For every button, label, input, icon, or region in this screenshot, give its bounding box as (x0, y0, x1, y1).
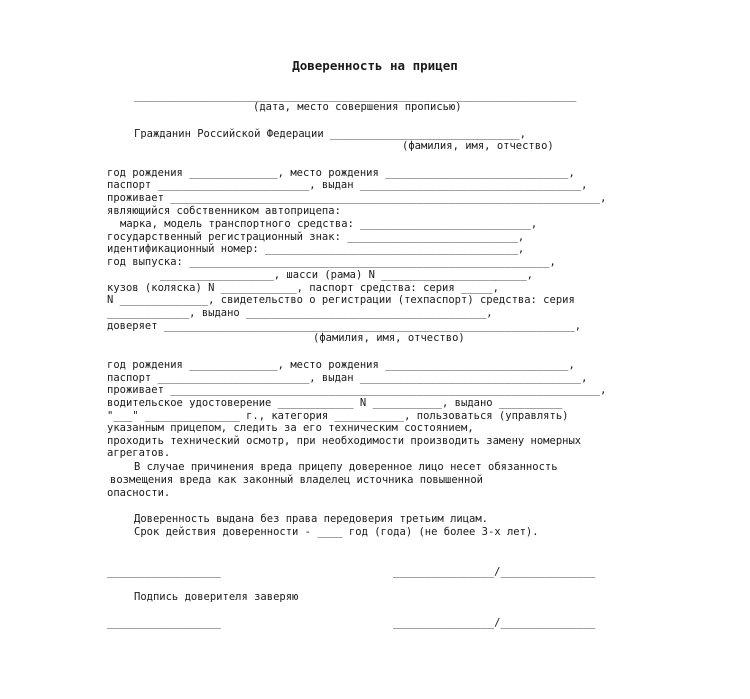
registration-sign-line: государственный регистрационный знак: ___________________________, (107, 231, 525, 243)
year-line: год выпуска: _________________________________________________________, (107, 256, 556, 268)
owner-line: являющийся собственником автоприцепа: (107, 205, 341, 217)
duties-line-2: проходить технический осмотр, при необходимости производить замену номерных (107, 435, 582, 447)
signature-blank-right-2: ________________/_______________ (393, 617, 596, 629)
date-place-line: ______________________________________________________________________ (134, 90, 577, 102)
certify-signature-line: Подпись доверителя заверяю (134, 591, 299, 603)
document-title: Доверенность на прицеп (292, 58, 458, 73)
signature-blank-left-1: __________________ (107, 566, 221, 578)
passport-line-1: паспорт ________________________, выдан ___________________________________, (107, 179, 588, 191)
no-redelegation-line: Доверенность выдана без права передоверия третьим лицам. (134, 513, 489, 525)
birth-line-1: год рождения ______________, место рождения _____________________________, (107, 167, 575, 179)
vehicle-model-line: марка, модель транспортного средства: ___________________________, (120, 218, 538, 230)
duties-line-1: указанным прицепом, следить за его техническим состоянием, (107, 422, 474, 434)
fio-caption-1: (фамилия, имя, отчество) (402, 140, 554, 152)
liability-line-1: В случае причинения вреда прицепу доверенное лицо несет обязанность (134, 461, 558, 473)
fio-caption-2: (фамилия, имя, отчество) (313, 332, 465, 344)
residence-line-1: проживает ____________________________________________________________________, (107, 192, 607, 204)
license-line: водительское удостоверение ____________ N ___________, выдано __________ (107, 397, 563, 409)
trust-line: доверяет _________________________________________________________________, (107, 320, 582, 332)
vin-line: идентификационный номер: ________________________________________, (107, 243, 525, 255)
signature-blank-right-1: ________________/_______________ (393, 566, 596, 578)
chassis-line: __________________, шасси (рама) N _______________________, (160, 269, 533, 281)
body-line: кузов (коляска) N ____________, паспорт средства: серия _____, (107, 282, 499, 294)
license-date-line: "___" _______________ г., категория ___________, пользоваться (управлять) (107, 410, 569, 422)
validity-line: Срок действия доверенности - ____ год (года) (не более 3-х лет). (134, 526, 539, 538)
liability-line-3: опасности. (107, 487, 171, 499)
birth-line-2: год рождения ______________, место рождения _____________________________, (107, 359, 575, 371)
date-place-caption: (дата, место совершения прописью) (253, 101, 462, 113)
certificate-line: N ______________, свидетельство о регистрации (техпаспорт) средства: серия (107, 294, 575, 306)
liability-line-2: возмещения вреда как законный владелец источника повышенной (110, 474, 483, 486)
issued-line-1: _____________, выдано ______________________________________, (107, 307, 493, 319)
citizen-line: Гражданин Российской Федерации ______________________________, (134, 128, 526, 140)
duties-line-3: агрегатов. (107, 447, 171, 459)
residence-line-2: проживает ____________________________________________________________________, (107, 384, 607, 396)
passport-line-2: паспорт ________________________, выдан ___________________________________, (107, 372, 588, 384)
signature-blank-left-2: __________________ (107, 617, 221, 629)
